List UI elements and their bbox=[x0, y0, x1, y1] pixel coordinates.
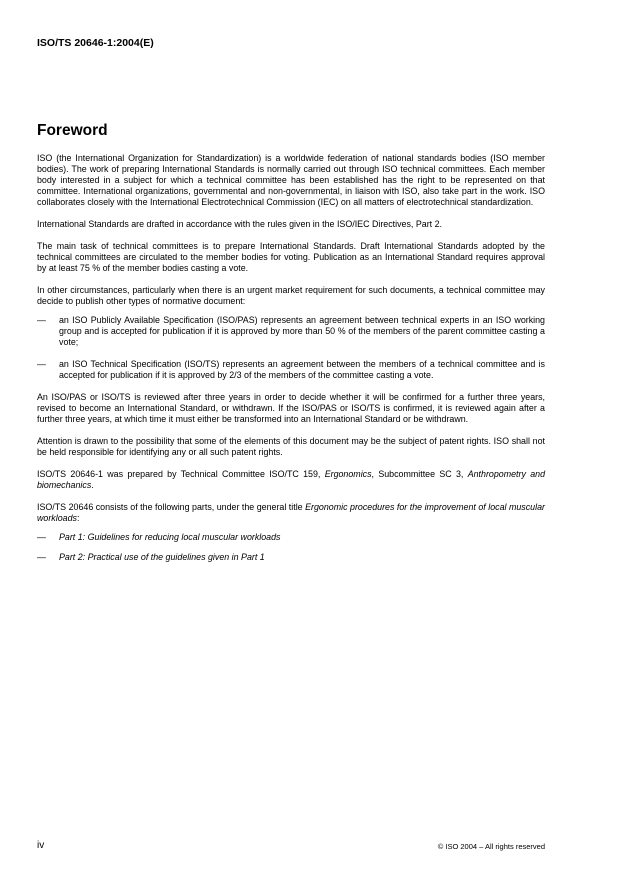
part-2-title: Part 2: Practical use of the guidelines given in Part 1 bbox=[59, 552, 265, 562]
em-dash-bullet: — bbox=[37, 315, 46, 325]
paragraph-prepared-by bbox=[37, 469, 545, 491]
committee-name: Ergonomics bbox=[324, 469, 372, 479]
prepared-by-text: ISO/TS 20646-1 was prepared by Technical Committee ISO/TC 159, bbox=[37, 469, 325, 479]
subcommittee-name: Anthropometry and biomechanics bbox=[37, 469, 546, 490]
page-number: iv bbox=[37, 840, 45, 851]
list-item-ts bbox=[37, 359, 545, 381]
copyright-notice: © ISO 2004 – All rights reserved bbox=[437, 842, 545, 851]
parts-intro-text: ISO/TS 20646 consists of the following parts, under the general title bbox=[37, 502, 306, 512]
list-item-text: an ISO Technical Specification (ISO/TS) represents an agreement between the members of a technical committee and is accepted for publication if it is approved by 2/3 of the members of the committee casting a vote. bbox=[59, 359, 545, 380]
foreword-body bbox=[37, 153, 545, 572]
list-item-part-2 bbox=[37, 552, 545, 563]
list-item-part-1 bbox=[37, 532, 545, 543]
em-dash-bullet: — bbox=[37, 532, 46, 542]
paragraph-other-circumstances: In other circumstances, particularly when there is an urgent market requirement for such documents, a technical committee may decide to publish other types of normative document: bbox=[37, 285, 545, 306]
em-dash-bullet: — bbox=[37, 552, 46, 562]
subcommittee-text: , Subcommittee SC 3, bbox=[371, 469, 468, 479]
document-identifier: ISO/TS 20646-1:2004(E) bbox=[37, 37, 154, 49]
paragraph-review: An ISO/PAS or ISO/TS is reviewed after three years in order to decide whether it will be confirmed for a further three years, revised to become an International Standard, or withdrawn. If the ISO/PAS or ISO/TS is confirmed, it is reviewed again after a further three years, at which time it must either be transformed into an International Standard or be withdrawn. bbox=[37, 392, 545, 424]
paragraph-parts bbox=[37, 502, 545, 524]
period: . bbox=[91, 480, 94, 490]
paragraph-main-task: The main task of technical committees is to prepare International Standards. Draft International Standards adopted by the technical committees are circulated to the member bodies for voting. Publication as an International Standard requires approval by at least 75 % of the member bodies casting a vote. bbox=[37, 241, 545, 273]
paragraph-patent: Attention is drawn to the possibility that some of the elements of this document may be the subject of patent rights. ISO shall not be held responsible for identifying any or all such patent rights. bbox=[37, 436, 545, 457]
colon: : bbox=[76, 513, 80, 523]
paragraph-directives: International Standards are drafted in accordance with the rules given in the ISO/IEC Directives, Part 2. bbox=[37, 219, 443, 229]
paragraph-iso-intro: ISO (the International Organization for Standardization) is a worldwide federation of national standards bodies (ISO member bodies). The work of preparing International Standards is normally carried out through ISO technical committees. Each member body interested in a subject for which a technical committee has been established has the right to be represented on that committee. International organizations, governmental and non-governmental, in liaison with ISO, also take part in the work. ISO collaborates closely with the International Electrotechnical Commission (IEC) on all matters of electrotechnical standardization. bbox=[37, 153, 545, 207]
list-item-text: an ISO Publicly Available Specification (ISO/PAS) represents an agreement between technical experts in an ISO working group and is accepted for publication if it is approved by more than 50 % of the members of the parent committee casting a vote; bbox=[59, 315, 545, 347]
general-title: Ergonomic procedures for the improvement of local muscular workloads bbox=[37, 502, 545, 523]
em-dash-bullet: — bbox=[37, 359, 46, 369]
page-title: Foreword bbox=[37, 122, 108, 139]
part-1-title: Part 1: Guidelines for reducing local muscular workloads bbox=[59, 532, 281, 542]
list-item-pas bbox=[37, 315, 545, 348]
